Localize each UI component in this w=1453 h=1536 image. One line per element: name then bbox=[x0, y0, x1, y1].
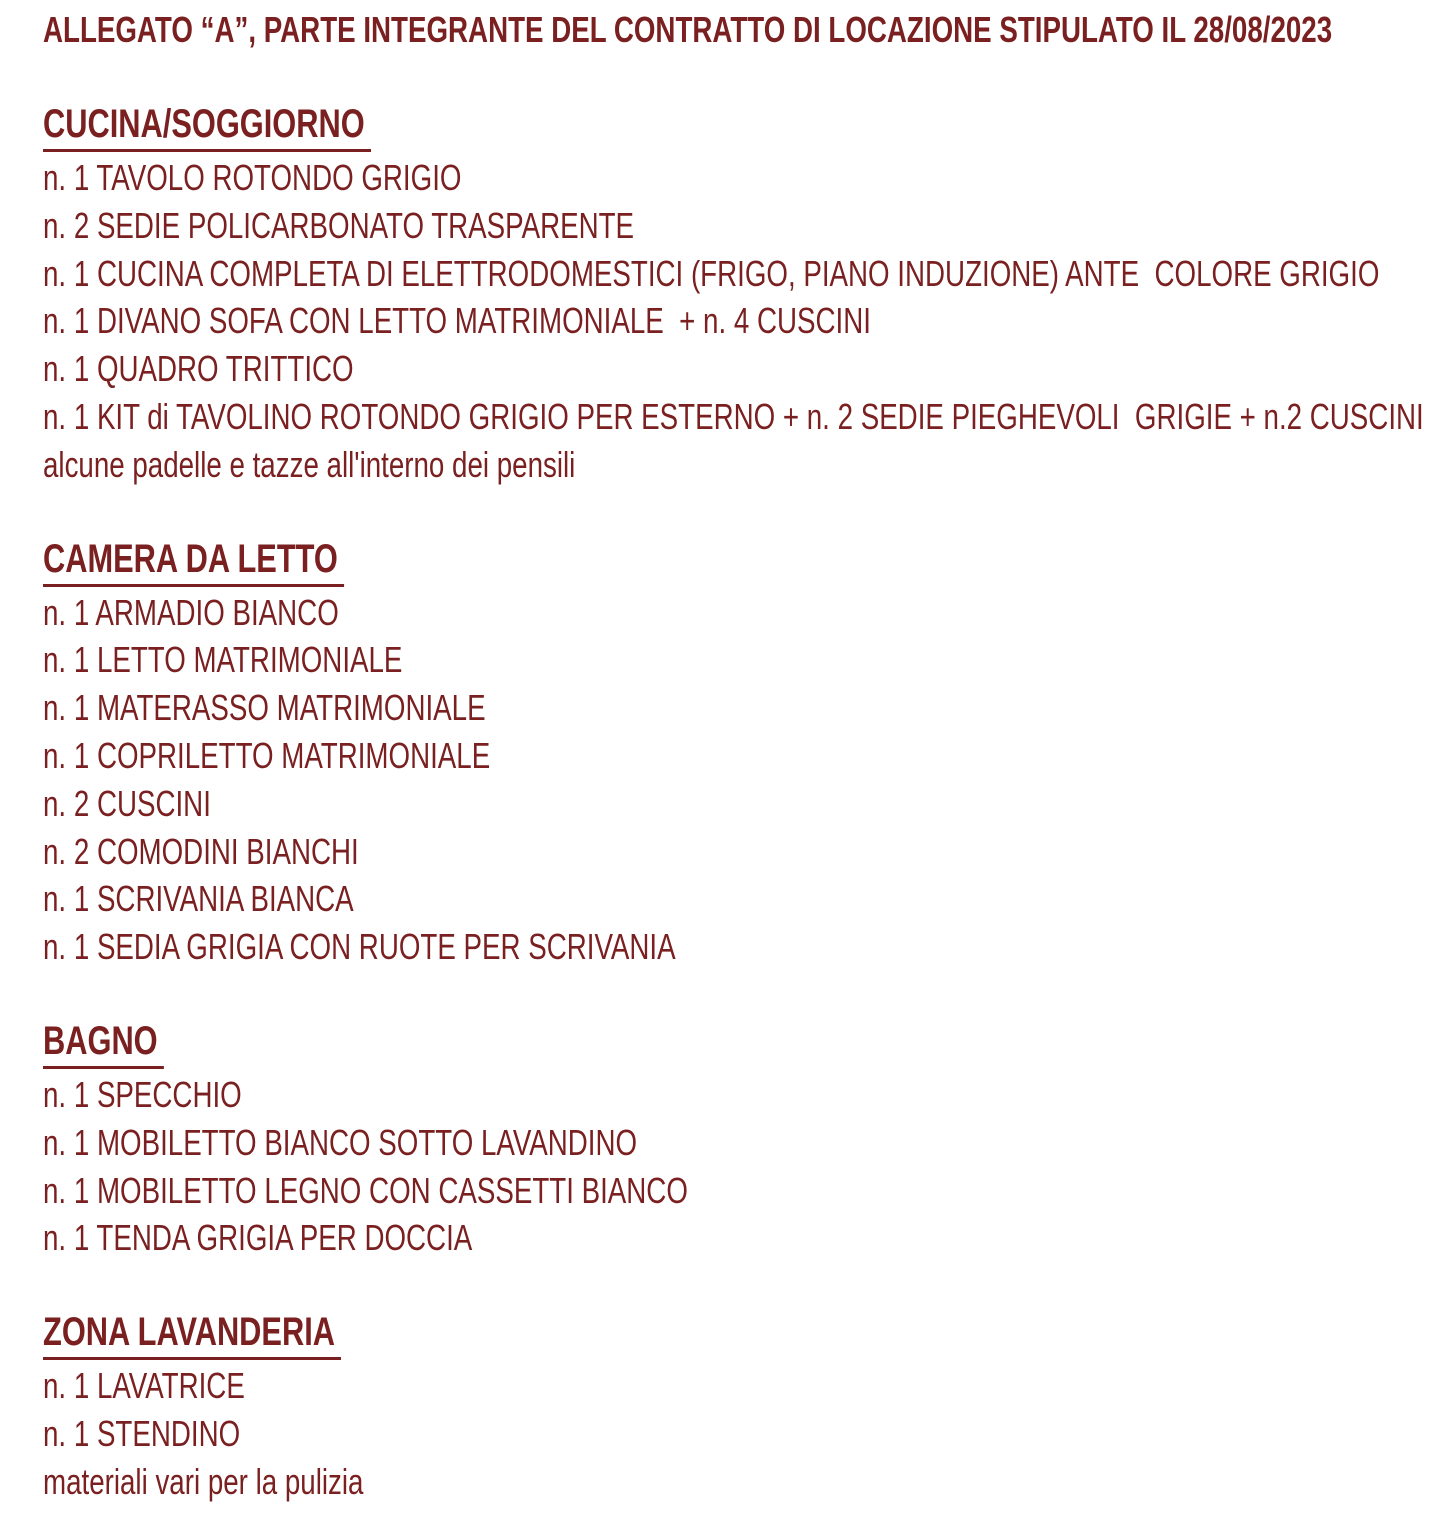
inventory-item: n. 2 CUSCINI bbox=[43, 782, 211, 824]
document-content bbox=[43, 6, 1453, 1506]
inventory-item: n. 1 QUADRO TRITTICO bbox=[43, 348, 354, 390]
inventory-item: n. 1 ARMADIO BIANCO bbox=[43, 591, 339, 633]
section-heading: CAMERA DA LETTO bbox=[43, 535, 344, 587]
inventory-item: n. 2 COMODINI BIANCHI bbox=[43, 830, 359, 872]
inventory-item: n. 1 MOBILETTO BIANCO SOTTO LAVANDINO bbox=[43, 1121, 638, 1163]
inventory-item: n. 1 LETTO MATRIMONIALE bbox=[43, 639, 403, 681]
inventory-item: n. 1 SPECCHIO bbox=[43, 1073, 242, 1115]
document-title: ALLEGATO “A”, PARTE INTEGRANTE DEL CONTRATTO DI LOCAZIONE STIPULATO IL 28/08/2023 bbox=[43, 9, 1333, 50]
inventory-item: n. 1 COPRILETTO MATRIMONIALE bbox=[43, 734, 491, 776]
section-bagno bbox=[43, 1017, 1453, 1262]
inventory-item: n. 1 MOBILETTO LEGNO CON CASSETTI BIANCO bbox=[43, 1169, 688, 1211]
inventory-item: n. 2 SEDIE POLICARBONATO TRASPARENTE bbox=[43, 204, 635, 246]
inventory-item: materiali vari per la pulizia bbox=[43, 1460, 364, 1502]
inventory-item: alcune padelle e tazze all'interno dei pensili bbox=[43, 443, 576, 485]
section-heading-row bbox=[43, 535, 1453, 587]
section-heading: ZONA LAVANDERIA bbox=[43, 1308, 341, 1360]
section-cucina-soggiorno bbox=[43, 100, 1453, 489]
inventory-item: n. 1 SCRIVANIA BIANCA bbox=[43, 878, 354, 920]
inventory-item: n. 1 TAVOLO ROTONDO GRIGIO bbox=[43, 157, 462, 198]
inventory-item: n. 1 LAVATRICE bbox=[43, 1365, 245, 1407]
section-heading-row bbox=[43, 100, 1453, 152]
section-heading-row bbox=[43, 1017, 1453, 1069]
inventory-item: n. 1 STENDINO bbox=[43, 1412, 241, 1454]
section-heading: CUCINA/SOGGIORNO bbox=[43, 100, 371, 152]
inventory-item: n. 1 SEDIA GRIGIA CON RUOTE PER SCRIVANIA bbox=[43, 926, 676, 968]
section-camera-da-letto bbox=[43, 535, 1453, 971]
inventory-item: n. 1 DIVANO SOFA CON LETTO MATRIMONIALE + n. 4 CUSCINI bbox=[43, 300, 871, 342]
inventory-item: n. 1 KIT di TAVOLINO ROTONDO GRIGIO PER ESTERNO + n. 2 SEDIE PIEGHEVOLI GRIGIE + n.2 CUSCINI bbox=[43, 395, 1424, 437]
inventory-item: n. 1 MATERASSO MATRIMONIALE bbox=[43, 687, 486, 729]
inventory-item: n. 1 CUCINA COMPLETA DI ELETTRODOMESTICI (FRIGO, PIANO INDUZIONE) ANTE COLORE GRIGIO bbox=[43, 252, 1380, 294]
inventory-item: n. 1 TENDA GRIGIA PER DOCCIA bbox=[43, 1217, 473, 1259]
section-heading: BAGNO bbox=[43, 1017, 164, 1069]
section-zona-lavanderia bbox=[43, 1308, 1453, 1505]
section-heading-row bbox=[43, 1308, 1453, 1360]
